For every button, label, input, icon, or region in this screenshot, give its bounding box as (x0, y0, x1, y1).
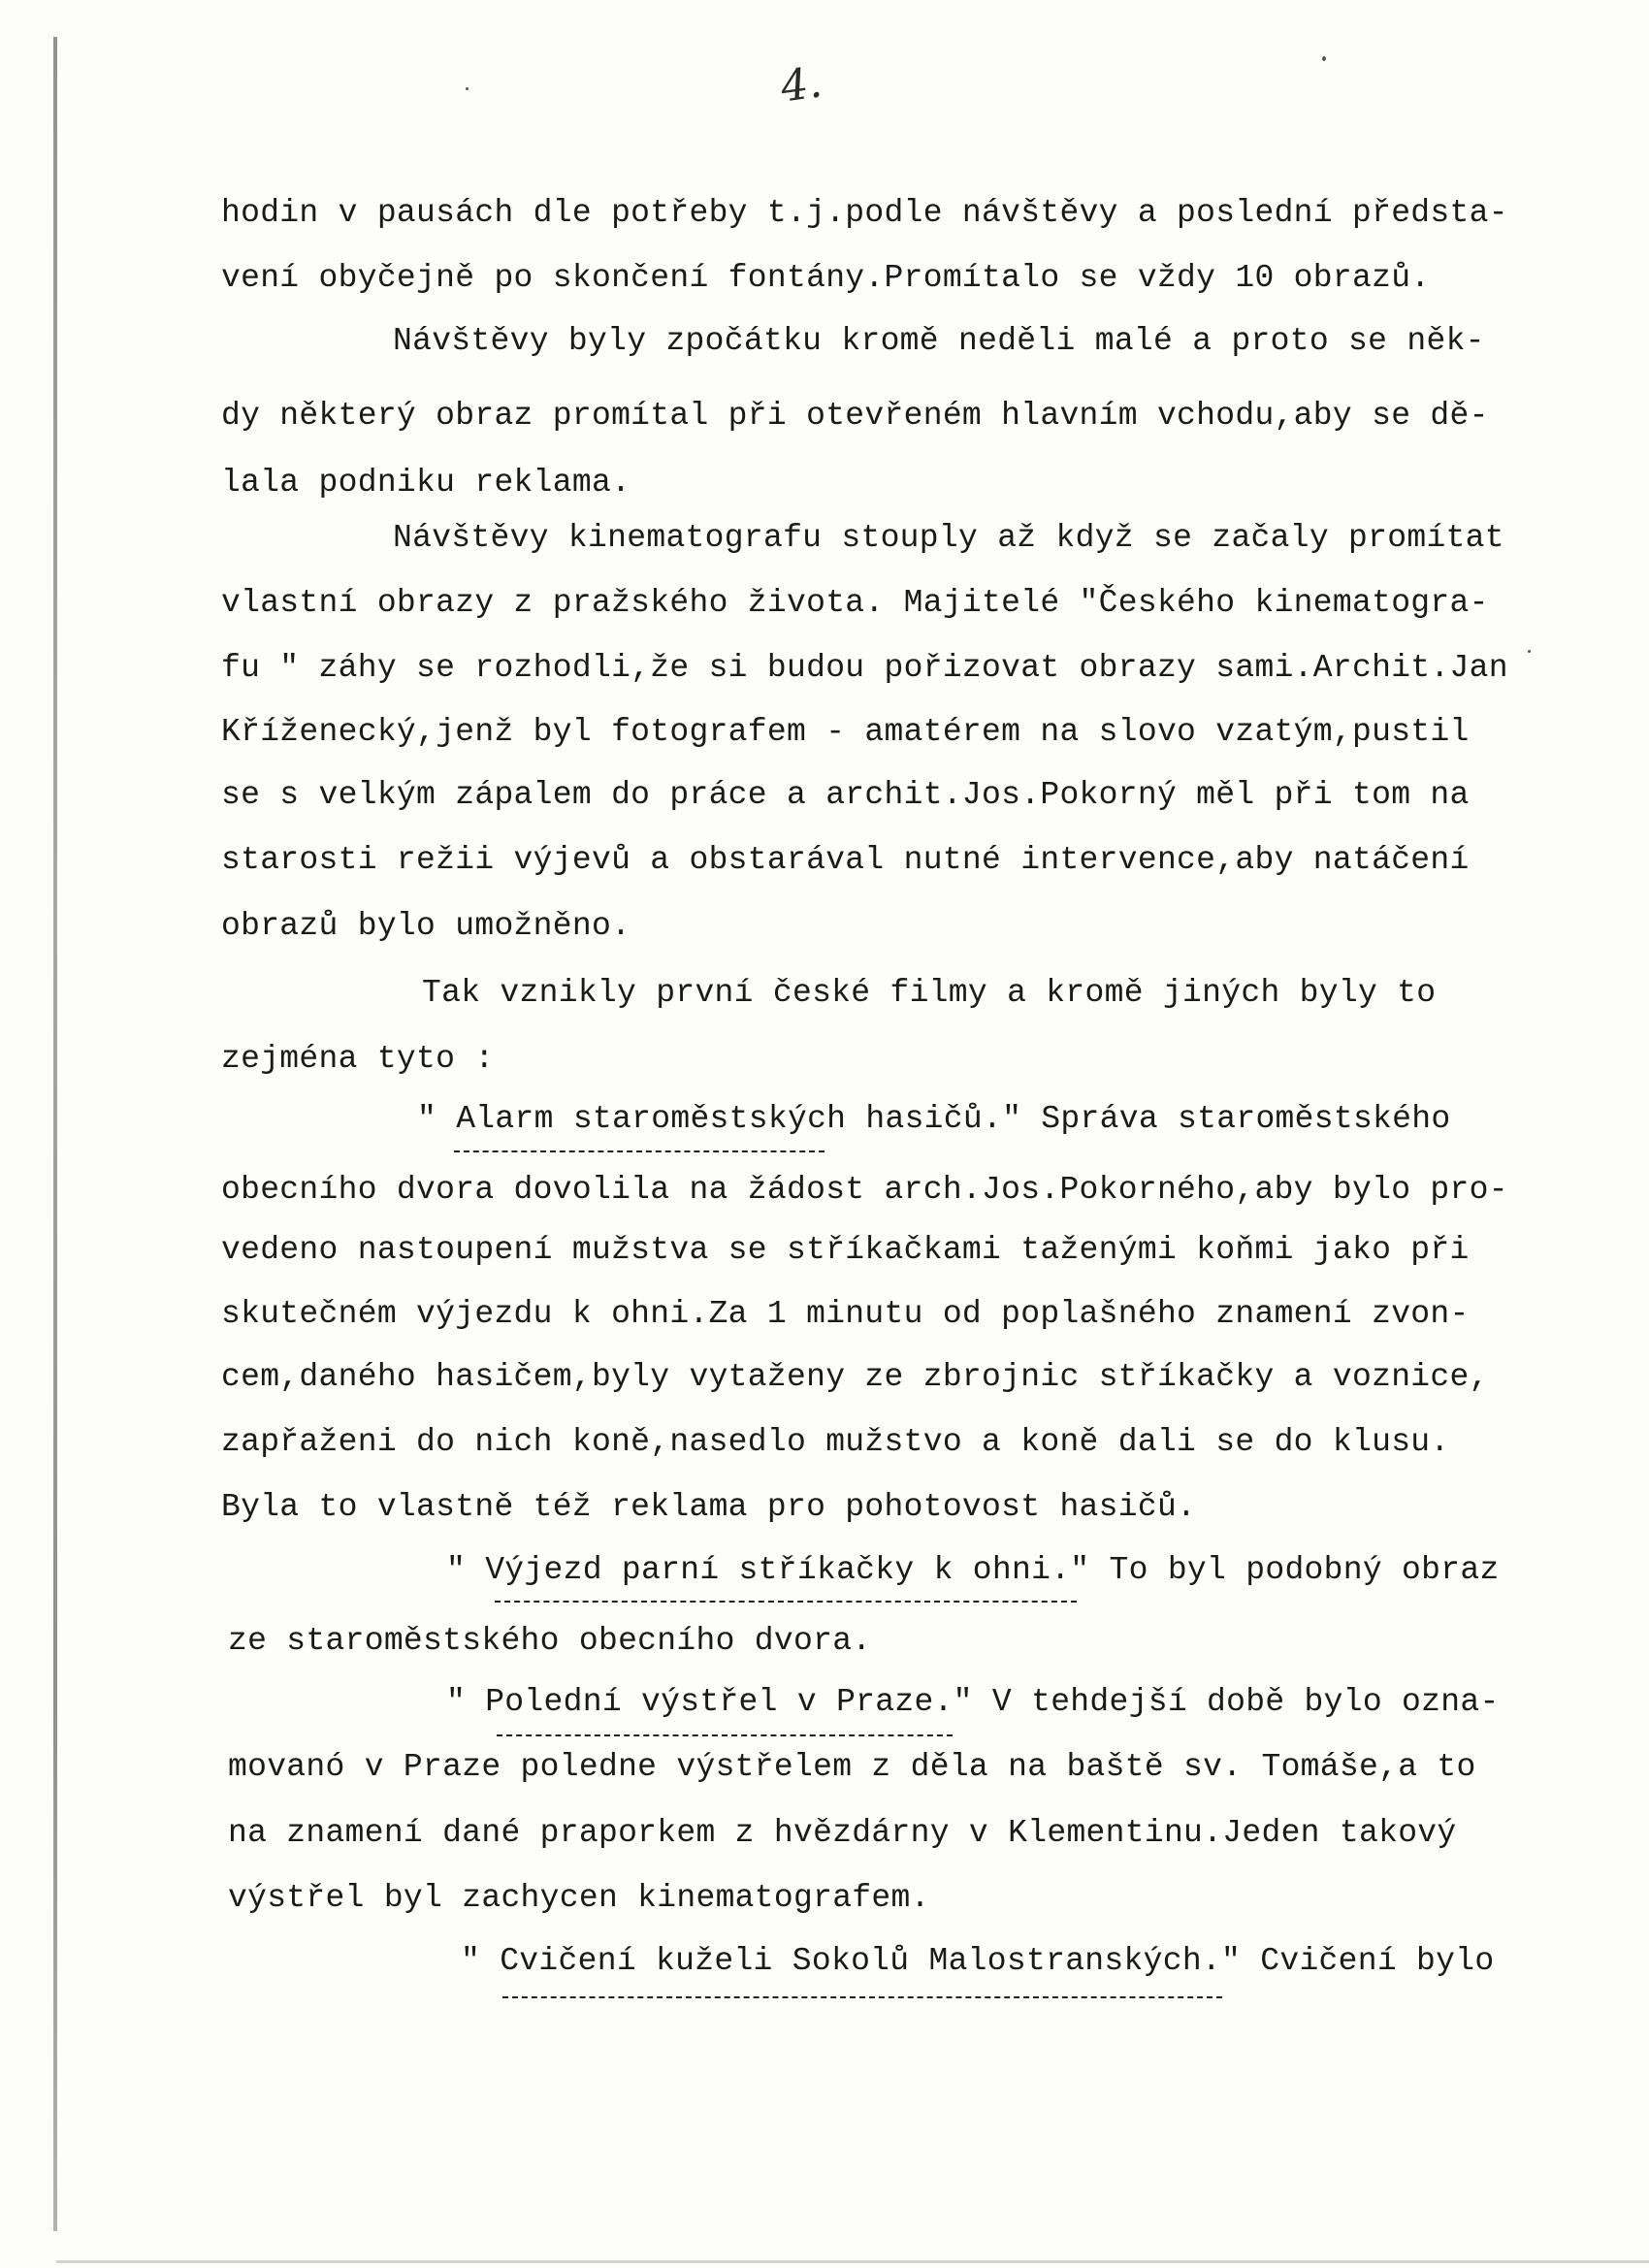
text-line: starosti režii výjevů a obstarával nutné intervence,aby natáčení (221, 842, 1470, 878)
scan-speck (1322, 56, 1326, 61)
text-line: " Výjezd parní stříkačky k ohni." To byl podobný obraz (446, 1552, 1500, 1588)
text-line: zapřaženi do nich koně,nasedlo mužstvo a koně dali se do klusu. (221, 1424, 1450, 1460)
scan-speck (1528, 650, 1531, 653)
text-line: výstřel byl zachycen kinematografem. (228, 1880, 930, 1916)
page-number: 4. (777, 57, 825, 113)
scan-edge-line (53, 37, 57, 2231)
text-line: vlastní obrazy z pražského života. Majitelé "Českého kinematogra- (221, 585, 1489, 621)
text-line: ze staroměstského obecního dvora. (228, 1623, 872, 1659)
text-line: movanó v Praze poledne výstřelem z děla na baště sv. Tomáše,a to (228, 1749, 1476, 1785)
text-line: Návštěvy kinematografu stouply až když se začaly promítat (393, 520, 1504, 556)
text-line: obecního dvora dovolila na žádost arch.Jos.Pokorného,aby bylo pro- (221, 1172, 1508, 1208)
text-line: vedeno nastoupení mužstva se stříkačkami taženými koňmi jako při (221, 1232, 1470, 1268)
scan-bottom-shadow (56, 2260, 1649, 2263)
text-line: obrazů bylo umožněno. (221, 908, 631, 944)
text-line: skutečném výjezdu k ohni.Za 1 minutu od poplašného znamení zvon- (221, 1296, 1470, 1332)
text-line: Návštěvy byly zpočátku kromě neděli malé a proto se něk- (393, 323, 1485, 359)
text-line: lala podniku reklama. (221, 465, 631, 501)
text-line: na znamení dané praporkem z hvězdárny v Klementinu.Jeden takový (228, 1815, 1457, 1851)
text-line: " Alarm staroměstských hasičů." Správa staroměstského (417, 1101, 1451, 1137)
title-underline (495, 1601, 1077, 1603)
scan-speck (466, 87, 469, 90)
text-line: fu " záhy se rozhodli,že si budou pořizovat obrazy sami.Archit.Jan (221, 650, 1508, 686)
text-line: vení obyčejně po skončení fontány.Promítalo se vždy 10 obrazů. (221, 260, 1431, 296)
text-line: " Cvičení kuželi Sokolů Malostranských." Cvičení bylo (461, 1943, 1495, 1979)
text-line: Byla to vlastně též reklama pro pohotovost hasičů. (221, 1489, 1197, 1525)
title-underline (502, 1996, 1222, 1998)
text-line: Kříženecký,jenž byl fotografem - amatérem na slovo vzatým,pustil (221, 714, 1470, 750)
title-underline (454, 1150, 824, 1152)
text-line: Tak vznikly první české filmy a kromě jiných byly to (422, 975, 1437, 1011)
text-line: cem,daného hasičem,byly vytaženy ze zbrojnic stříkačky a voznice, (221, 1359, 1489, 1395)
text-line: zejména tyto : (221, 1041, 495, 1077)
text-line: dy některý obraz promítal při otevřeném hlavním vchodu,aby se dě- (221, 398, 1489, 434)
text-line: " Polední výstřel v Praze." V tehdejší době bylo ozna- (446, 1684, 1500, 1720)
title-underline (497, 1734, 953, 1736)
text-line: se s velkým zápalem do práce a archit.Jos.Pokorný měl při tom na (221, 777, 1470, 813)
text-line: hodin v pausách dle potřeby t.j.podle návštěvy a poslední předsta- (221, 195, 1508, 231)
